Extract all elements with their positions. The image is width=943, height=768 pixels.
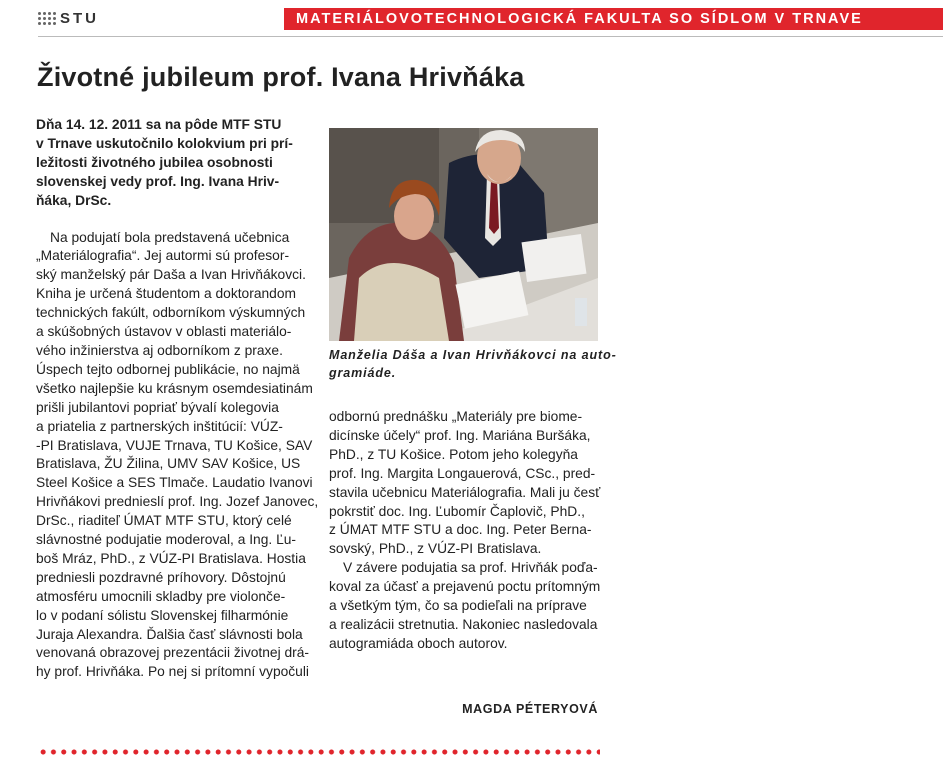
body-line: dicínske účely“ prof. Ing. Mariána Buršáka,: [329, 427, 591, 443]
lead-line: ňáka, DrSc.: [36, 192, 112, 208]
body-line: lo v podaní sólistu Slovenskej filharmónie: [36, 607, 289, 623]
body-line: ský manželský pár Daša a Ivan Hrivňákovci.: [36, 267, 306, 283]
body-line: sovský, PhD., z VÚZ-PI Bratislava.: [329, 541, 542, 557]
body-line: Na podujatí bola predstavená učebnica: [50, 229, 290, 245]
body-line: PhD., z TU Košice. Potom jeho kolegyňa: [329, 446, 578, 462]
photo-caption: [329, 346, 617, 382]
faculty-banner: MATERIÁLOVOTECHNOLOGICKÁ FAKULTA SO SÍDLOM V TRNAVE: [284, 8, 943, 30]
photo-illustration: [329, 128, 598, 341]
body-line: „Materiálografia“. Jej autormi sú profesor-: [36, 248, 290, 264]
lead-line: Dňa 14. 12. 2011 sa na pôde MTF STU: [36, 117, 282, 132]
header-divider: [38, 36, 943, 37]
body-line: a realizácii stretnutia. Nakoniec nasledovala: [329, 616, 598, 632]
body-line: predniesli pozdravné príhovory. Dôstojnú: [36, 569, 286, 585]
body-line: a všetkým tým, čo sa podieľali na príprave: [329, 598, 587, 614]
body-line: a skúšobných ústavov v oblasti materiálo-: [36, 324, 292, 340]
logo-dot-grid-icon: [38, 12, 56, 25]
body-line: stavila učebnicu Materiálografia. Mali ju česť: [329, 484, 601, 500]
body-line: DrSc., riaditeľ ÚMAT MTF STU, ktorý celé: [36, 513, 292, 529]
body-line: prof. Ing. Margita Longauerová, CSc., pred-: [329, 465, 596, 481]
article-author: MAGDA PÉTERYOVÁ: [462, 702, 598, 716]
caption-line: Manželia Dáša a Ivan Hrivňákovci na auto-: [329, 348, 617, 362]
body-line: atmosféru umocnili skladby pre violonče-: [36, 588, 286, 604]
article-title: Životné jubileum prof. Ivana Hrivňáka: [37, 62, 525, 92]
right-column: [329, 408, 601, 654]
body-line: V závere podujatia sa prof. Hrivňák poďa-: [343, 560, 598, 576]
body-line: venovaná obrazovej prezentácii životnej drá-: [36, 645, 310, 661]
body-line: prišli jubilantovi popriať bývalí kolegovia: [36, 399, 279, 415]
body-paragraph-left: [36, 229, 319, 683]
body-line: všetko najlepšie ku krásnym osemdesiatinám: [36, 380, 313, 396]
lead-line: v Trnave uskutočnilo kolokvium pri prí-: [36, 135, 293, 151]
body-line: odbornú prednášku „Materiály pre biome-: [329, 409, 583, 424]
body-line: Steel Košice a SES Tlmače. Laudatio Ivanovi: [36, 475, 313, 491]
body-line: a priatelia z partnerských inštitúcií: VÚZ-: [36, 418, 283, 434]
body-line: Úspech tejto odbornej publikácie, no najmä: [36, 361, 300, 377]
body-line: pokrstiť doc. Ing. Ľubomír Čaplovič, PhD.,: [329, 503, 585, 519]
dotted-divider: [38, 747, 600, 757]
lead-paragraph: [36, 116, 306, 211]
body-line: -PI Bratislava, VUJE Trnava, TU Košice, SAV: [36, 437, 313, 453]
body-line: slávnostné podujatie moderoval, a Ing. Ľu-: [36, 532, 297, 548]
lead-line: ležitosti životného jubilea osobnosti: [36, 154, 273, 170]
logo-text: STU: [60, 10, 99, 27]
body-line: autogramiáda oboch autorov.: [329, 635, 508, 651]
body-line: technických fakúlt, odborníkom výskumných: [36, 305, 306, 321]
stu-logo: [38, 10, 99, 27]
body-paragraph-right-1: [329, 408, 601, 559]
body-line: z ÚMAT MTF STU a doc. Ing. Peter Berna-: [329, 522, 592, 538]
left-column: [36, 116, 319, 682]
article-photo: [329, 128, 598, 341]
body-line: Hrivňákovi prednieslí prof. Ing. Jozef Janovec,: [36, 494, 319, 510]
body-line: boš Mráz, PhD., z VÚZ-PI Bratislava. Hostia: [36, 550, 306, 566]
body-line: hy prof. Hrivňáka. Po nej si prítomní vypočuli: [36, 664, 309, 680]
body-line: koval za účasť a prejavenú poctu prítomným: [329, 579, 601, 595]
lead-line: slovenskej vedy prof. Ing. Ivana Hriv-: [36, 173, 280, 189]
body-line: Bratislava, ŽU Žilina, UMV SAV Košice, US: [36, 456, 301, 472]
body-line: vého inžinierstva aj odborníkom z praxe.: [36, 342, 283, 358]
caption-line: gramiáde.: [329, 366, 397, 380]
body-line: Kniha je určená študentom a doktorandom: [36, 286, 297, 302]
body-paragraph-right-2: [329, 559, 601, 654]
body-line: Juraja Alexandra. Ďalšia časť slávnosti bola: [36, 626, 303, 642]
